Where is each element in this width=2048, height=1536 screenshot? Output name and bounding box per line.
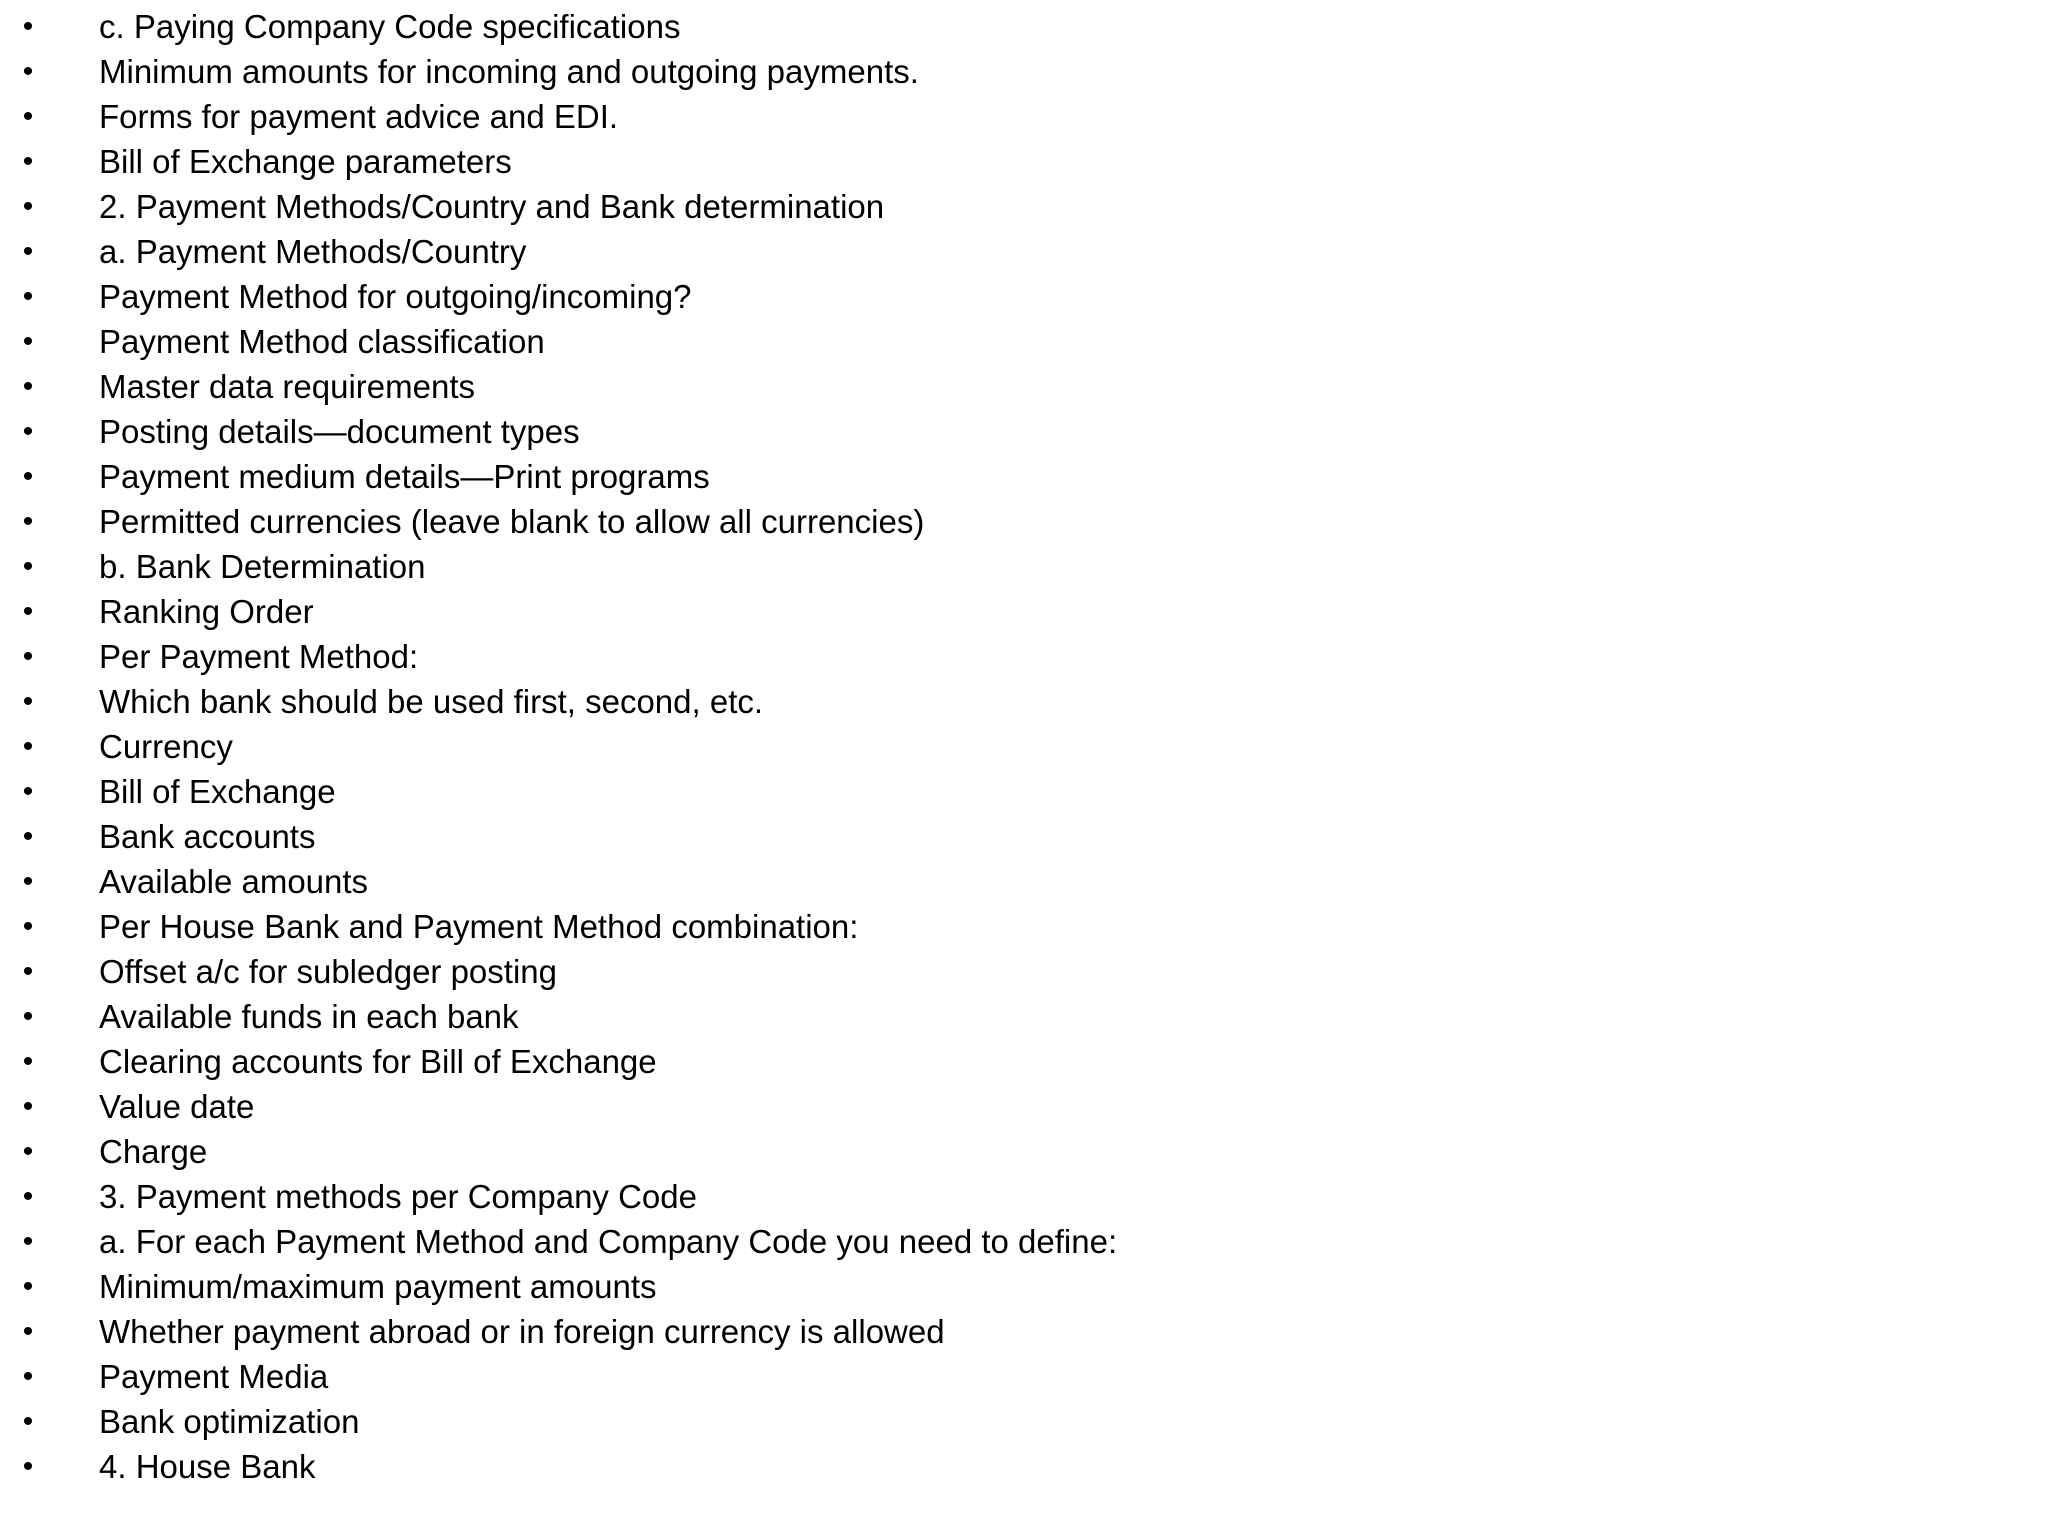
bullet-icon: • bbox=[22, 10, 34, 43]
list-item-text: a. Payment Methods/Country bbox=[99, 233, 527, 270]
bullet-icon: • bbox=[22, 685, 34, 718]
list-item-text: c. Paying Company Code specifications bbox=[99, 8, 681, 45]
list-item-text: Currency bbox=[99, 728, 233, 765]
bullet-icon: • bbox=[22, 1225, 34, 1258]
list-item-text: Posting details—document types bbox=[99, 413, 580, 450]
list-item-text: Master data requirements bbox=[99, 368, 476, 405]
bullet-icon: • bbox=[22, 865, 34, 898]
list-item-text: Offset a/c for subledger posting bbox=[99, 953, 557, 990]
list-item-text: Per Payment Method: bbox=[99, 638, 419, 675]
bullet-icon: • bbox=[22, 235, 34, 268]
bullet-icon: • bbox=[22, 1270, 34, 1303]
list-item-text: Available amounts bbox=[99, 863, 369, 900]
bullet-icon: • bbox=[22, 595, 34, 628]
bullet-icon: • bbox=[22, 1045, 34, 1078]
list-item-text: Bank accounts bbox=[99, 818, 316, 855]
list-item-text: b. Bank Determination bbox=[99, 548, 426, 585]
bullet-icon: • bbox=[22, 1315, 34, 1348]
bullet-icon: • bbox=[22, 910, 34, 943]
list-item-text: 2. Payment Methods/Country and Bank determination bbox=[99, 188, 885, 225]
list-item-text: Whether payment abroad or in foreign currency is allowed bbox=[99, 1313, 945, 1350]
list-item-text: Charge bbox=[99, 1133, 208, 1170]
list-item-text: Permitted currencies (leave blank to allow all currencies) bbox=[99, 503, 925, 540]
list-item-text: Bank optimization bbox=[99, 1403, 360, 1440]
bullet-icon: • bbox=[22, 1360, 34, 1393]
bullet-icon: • bbox=[22, 640, 34, 673]
bullet-icon: • bbox=[22, 415, 34, 448]
list-item-text: Value date bbox=[99, 1088, 255, 1125]
bullet-icon: • bbox=[22, 820, 34, 853]
bullet-icon: • bbox=[22, 325, 34, 358]
bullet-icon: • bbox=[22, 775, 34, 808]
bullet-icon: • bbox=[22, 145, 34, 178]
list-item-text: Minimum amounts for incoming and outgoing payments. bbox=[99, 53, 919, 90]
list-item-text: Clearing accounts for Bill of Exchange bbox=[99, 1043, 657, 1080]
list-item-text: 3. Payment methods per Company Code bbox=[99, 1178, 697, 1215]
list-item-text: Payment Media bbox=[99, 1358, 329, 1395]
list-item-text: Forms for payment advice and EDI. bbox=[99, 98, 619, 135]
list-item-text: Available funds in each bank bbox=[99, 998, 519, 1035]
bullet-icon: • bbox=[22, 280, 34, 313]
list-item-text: 4. House Bank bbox=[99, 1448, 316, 1485]
bullet-icon: • bbox=[22, 1135, 34, 1168]
bullet-icon: • bbox=[22, 730, 34, 763]
bullet-icon: • bbox=[22, 1090, 34, 1123]
bullet-icon: • bbox=[22, 460, 34, 493]
bullet-icon: • bbox=[22, 1180, 34, 1213]
list-item-text: a. For each Payment Method and Company Code you need to define: bbox=[99, 1223, 1118, 1260]
bullet-icon: • bbox=[22, 1405, 34, 1438]
bullet-icon: • bbox=[22, 100, 34, 133]
bullet-icon: • bbox=[22, 955, 34, 988]
list-item-text: Bill of Exchange parameters bbox=[99, 143, 512, 180]
bullet-icon: • bbox=[22, 1000, 34, 1033]
bullet-icon: • bbox=[22, 550, 34, 583]
list-item-text: Minimum/maximum payment amounts bbox=[99, 1268, 657, 1305]
list-item-text: Per House Bank and Payment Method combination: bbox=[99, 908, 859, 945]
list-item-text: Bill of Exchange bbox=[99, 773, 336, 810]
bullet-icon: • bbox=[22, 505, 34, 538]
list-item-text: Payment Method for outgoing/incoming? bbox=[99, 278, 692, 315]
list-item-text: Payment medium details—Print programs bbox=[99, 458, 710, 495]
list-item-text: Ranking Order bbox=[99, 593, 314, 630]
list-item-text: Payment Method classification bbox=[99, 323, 545, 360]
bullet-icon: • bbox=[22, 370, 34, 403]
bullet-icon: • bbox=[22, 1450, 34, 1483]
bullet-icon: • bbox=[22, 55, 34, 88]
bullet-icon: • bbox=[22, 190, 34, 223]
list-item-text: Which bank should be used first, second, etc. bbox=[99, 683, 764, 720]
